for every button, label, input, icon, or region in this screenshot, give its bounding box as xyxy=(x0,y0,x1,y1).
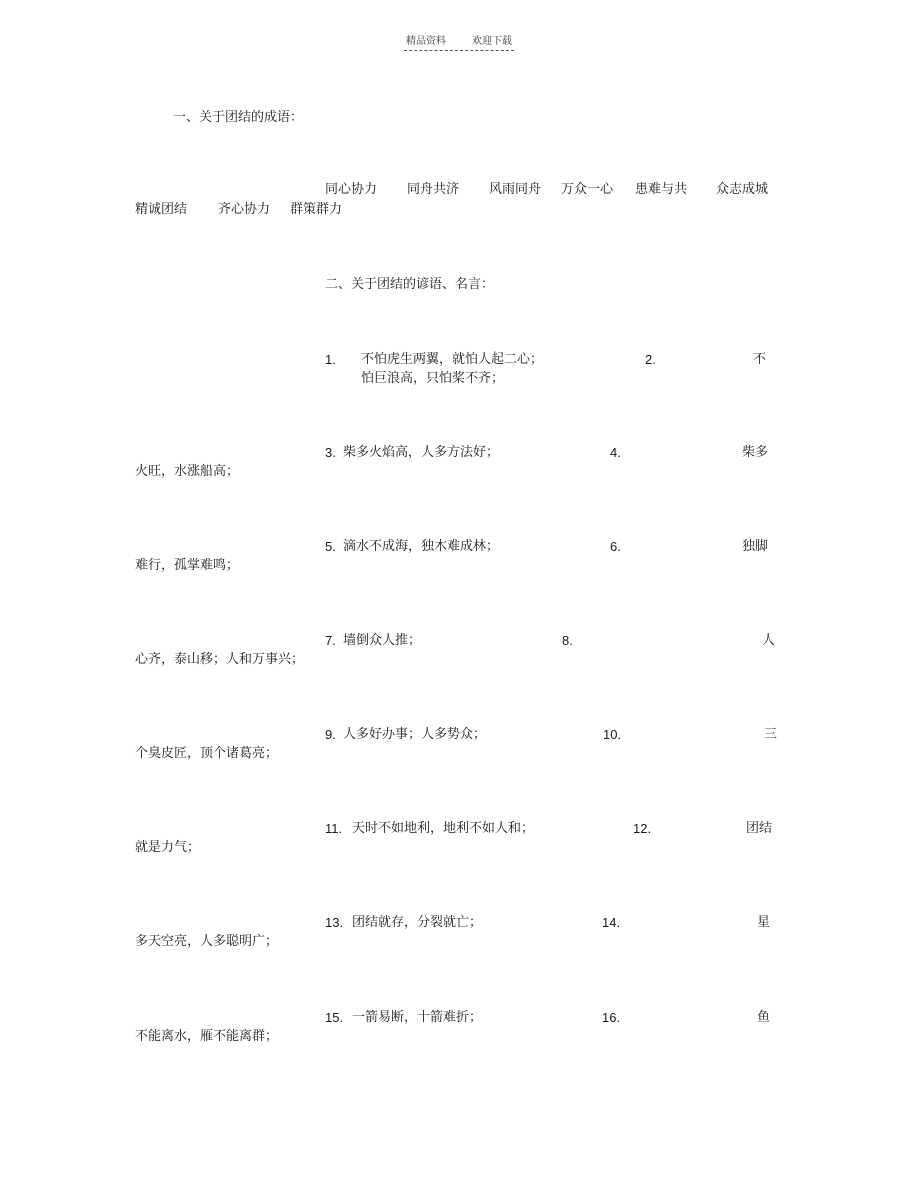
proverb-continuation: 怕巨浪高，只怕桨不齐； xyxy=(361,371,505,386)
header-right-text: 欢迎下载 xyxy=(472,36,512,47)
proverb-text: 星 xyxy=(757,915,771,930)
proverb-text: 三 xyxy=(764,727,778,742)
proverb-number: 6. xyxy=(610,539,621,554)
idiom: 群策群力 xyxy=(290,202,343,217)
proverb-text: 人多好办事；人多势众； xyxy=(343,727,487,742)
idiom: 精诚团结 xyxy=(135,202,188,217)
proverb-continuation: 个臭皮匠，顶个诸葛亮； xyxy=(135,746,279,761)
proverb-text: 不 xyxy=(753,352,767,367)
idiom: 患难与共 xyxy=(635,182,688,197)
proverb-text: 墙倒众人推； xyxy=(343,633,422,648)
proverb-continuation: 多天空亮，人多聪明广； xyxy=(135,934,279,949)
proverb-number: 8. xyxy=(562,633,573,648)
proverb-continuation: 火旺，水涨船高； xyxy=(135,464,240,479)
proverb-number: 1. xyxy=(325,352,336,367)
idiom: 同舟共济 xyxy=(407,182,460,197)
proverb-number: 3. xyxy=(325,445,336,460)
proverb-text: 柴多 xyxy=(742,445,769,460)
proverb-text: 柴多火焰高，人多方法好； xyxy=(343,445,500,460)
proverb-text: 一箭易断，十箭难折； xyxy=(352,1010,483,1025)
idiom: 齐心协力 xyxy=(218,202,271,217)
proverb-number: 10. xyxy=(603,727,622,742)
proverb-number: 9. xyxy=(325,727,336,742)
proverb-continuation: 就是力气； xyxy=(135,840,201,855)
proverb-number: 13. xyxy=(325,915,344,930)
proverb-continuation: 难行，孤掌难鸣； xyxy=(135,558,240,573)
proverb-number: 14. xyxy=(602,915,621,930)
proverb-text: 天时不如地利，地利不如人和； xyxy=(352,821,535,836)
idiom: 万众一心 xyxy=(561,182,614,197)
proverb-text: 鱼 xyxy=(757,1010,771,1025)
idiom: 众志成城 xyxy=(716,182,769,197)
proverb-text: 不怕虎生两翼，就怕人起二心； xyxy=(361,352,544,367)
proverb-number: 2. xyxy=(645,352,656,367)
proverb-number: 12. xyxy=(633,821,652,836)
proverb-continuation: 不能离水，雁不能离群； xyxy=(135,1029,279,1044)
section1-title: 一、关于团结的成语： xyxy=(173,110,304,125)
header-left-text: 精品资料 xyxy=(406,36,446,47)
idiom: 风雨同舟 xyxy=(489,182,542,197)
proverb-number: 16. xyxy=(602,1010,621,1025)
header-divider xyxy=(404,50,514,51)
proverb-text: 人 xyxy=(762,633,776,648)
idiom: 同心协力 xyxy=(325,182,378,197)
proverb-number: 7. xyxy=(325,633,336,648)
proverb-text: 滴水不成海，独木难成林； xyxy=(343,539,500,554)
proverb-number: 15. xyxy=(325,1010,344,1025)
section2-title: 二、关于团结的谚语、名言： xyxy=(325,277,495,292)
proverb-text: 团结 xyxy=(746,821,773,836)
proverb-continuation: 心齐，泰山移；人和万事兴； xyxy=(135,652,305,667)
proverb-number: 4. xyxy=(610,445,621,460)
proverb-text: 团结就存，分裂就亡； xyxy=(352,915,483,930)
proverb-text: 独脚 xyxy=(742,539,769,554)
proverb-number: 11. xyxy=(325,821,343,836)
proverb-number: 5. xyxy=(325,539,336,554)
